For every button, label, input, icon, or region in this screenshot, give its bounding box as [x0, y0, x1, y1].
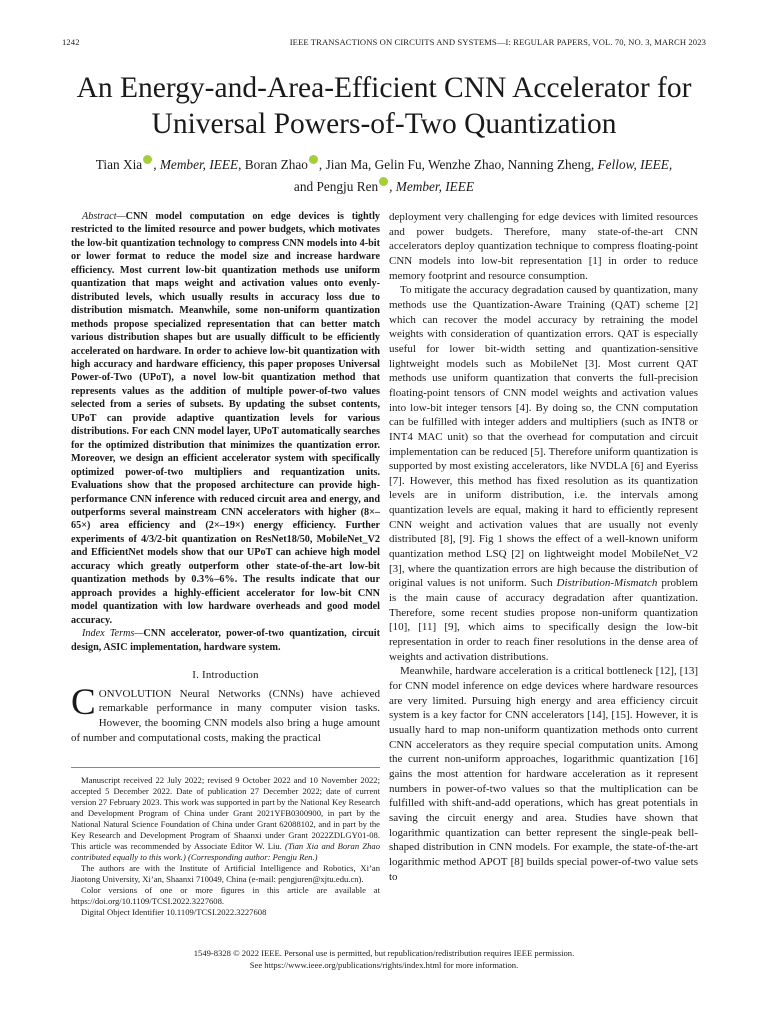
- footnote: [71, 767, 380, 918]
- abstract-text: CNN model computation on edge devices is tightly restricted to the limited resource and power budgets, which motivates the low-bit quantization technology to compress CNN models into 4-bit or lower format to reduce the model size and increase hardware efficiency. Most current low-bit quantization methods use uniform quantization that maps weight and activation values onto evenly-distributed levels, which usually results in accuracy loss due to distribution mismatch. Meanwhile, some non-uniform quantization methods propose specialized representation that can better match various distribution shapes but are usually difficult to be efficiently accelerated on hardware. In order to achieve low-bit quantization with high accuracy and hardware efficiency, this paper proposes Universal Power-of-Two (UPoT), a novel low-bit quantization method that represents values as the addition of multiple power-of-two values selected from a series of subsets. By updating the subset contents, UPoT can provide adaptive quantization levels for various distributions. For each CNN model layer, UPoT automatically searches for the optimized distribution that minimizes the quantization error. Moreover, we design an efficient accelerator system with specifically optimized power-of-two multipliers and requantization units. Evaluations show that the proposed architecture can provide high-performance CNN inference with reduced circuit area and energy, and outperforms several mainstream CNN accelerators with higher (8×–65×) area efficiency and (2×–19×) energy efficiency. Further experiments of 4/3/2-bit quantization on ResNet18/50, MobileNet_V2 and EfficientNet models show that our UPoT can achieve high model accuracy which greatly outperform other state-of-the-art low-bit quantization methods by 0.3%–6%. The results indicate that our approach provides a highly-efficient accelerator for low-bit CNN model quantization with low hardware overheads and good model accuracy.: [71, 211, 380, 626]
- body-paragraph: [389, 283, 698, 664]
- footnote-color: Color versions of one or more figures in this article are available at https://doi.org/10.1109/TCSI.2022.3227608.: [71, 885, 380, 906]
- footnote-doi: Digital Object Identifier 10.1109/TCSI.2022.3227608: [81, 907, 267, 917]
- orcid-icon[interactable]: [143, 155, 152, 164]
- intro-first-word: ONVOLUTION: [98, 687, 172, 700]
- body-text: To mitigate the accuracy degradation caused by quantization, many methods use the Quantization-Aware Training (QAT) scheme [2] which can recover the model accuracy by retraining the model weights with consideration of quantization errors. QAT is especially useful for lower bit-width setting and quantization-sensitive lightweight models such as MobileNet [3]. Most current QAT methods use uniform quantization that converts the full-precision floating-point tensors of CNN model weights and activation values into low-bit integer tensors [4]. By doing so, the CNN computation can be fulfilled with integer adders and multipliers (such as INT8 or INT4 MAC unit) so that the overhead for computation and circuit implementation can be reduced [5]. Therefore uniform quantization is supported by most existing accelerators, like NVDLA [6] and Eyeriss [7]. However, this method has fixed resolution as its quantization levels are in uniform distribution, i.e. the intervals among quantization levels are equal, making it hard to efficiently represent CNN weight and activation values that are usually not evenly distributed [8], [9]. Fig 1 shows the effect of a well-known uniform quantization method LSQ [2] on lightweight model MobileNet_V2 [3], where the quantization errors are high because the distribution of original values is not uniform. Such: [389, 284, 698, 590]
- author-name: , Boran Zhao: [238, 157, 308, 172]
- author-list: [40, 154, 728, 198]
- body-emphasis: Distribution-Mismatch: [552, 577, 658, 590]
- index-terms-label: Index Terms—: [82, 628, 144, 640]
- page-number: 1242: [62, 37, 80, 47]
- index-terms-text: CNN accelerator, power-of-two quantization, circuit design, ASIC implementation, hardware system.: [71, 628, 380, 653]
- body-paragraph: deployment very challenging for edge devices with limited resources and power budgets. Therefore, many state-of-the-art CNN accelerators deploy quantization technique to compress floating-point CNN models into low-bit representation [1] in order to reduce memory footprint and resource consumption.: [389, 211, 698, 282]
- abstract: [71, 210, 380, 627]
- footnote-manuscript: Manuscript received 22 July 2022; revised 9 October 2022 and 10 November 2022; accepted 5 December 2022. Date of publication 27 December 2022; date of current version 27 February 2023. This work was supported in part by the National Key Research and Development Program of China under Grant 2021YFB0300900, in part by the National Natural Science Foundation of China under Grant 62088102, and in part by the Key Research and Development Program of Shaanxi under Grant 2022ZDLGY01-08. This article was recommended by Associate Editor W. Liu.: [71, 775, 380, 851]
- index-terms: [71, 627, 380, 654]
- rights-link[interactable]: See https://www.ieee.org/publications/rights/index.html for more information.: [249, 959, 519, 970]
- section-heading: I. Introduction: [192, 668, 259, 681]
- body-text: problem is the main cause of accuracy degradation after quantization. Therefore, some recent studies propose non-uniform quantization [10], [11] [9], which aims to specifically design the low-bit representation in order to reach finer resolutions in the dense area of weights and activation distributions.: [389, 577, 698, 663]
- body-paragraph: Meanwhile, hardware acceleration is a critical bottleneck [12], [13] for CNN model inference on edge devices where hardware resources are very limited. Pursuing high energy and area efficiency circuit system is a key factor for CNN accelerators [14], [15]. However, it is usually hard to map non-uniform quantization methods onto current CNN accelerators as they require special computation units. Among the current non-uniform approaches, logarithmic quantization [16] gains the most attention for hardware acceleration as it represent numbers in power-of-two values so that the multiplication can be fulfilled with shift-and-add operations, which has great potentials in saving the circuit energy and area. Studies have shown that logarithmic quantization can better represent the single-peak bell-shaped distribution in CNN models. For example, the state-of-the-art logarithmic method APOT [8] builds special power-of-two value sets to: [389, 665, 698, 883]
- author-name: Tian Xia: [95, 157, 143, 172]
- footnote-affiliation: The authors are with the Institute of Artificial Intelligence and Robotics, Xi’an Jiaotong University, Xi’an, Shaanxi 710049, China (e-mail: pengjuren@xjtu.edu.cn).: [71, 863, 380, 884]
- copyright-line: 1549-8328 © 2022 IEEE. Personal use is permitted, but republication/redistribution requires IEEE permission.: [193, 948, 575, 958]
- orcid-icon[interactable]: [309, 155, 318, 164]
- footnote-contrib: (Tian Xia and Boran Zhao contributed equally to this work.) (Corresponding author: Pengju Ren.): [71, 841, 380, 862]
- intro-paragraph: [71, 681, 380, 746]
- author-name: and Pengju Ren: [293, 179, 379, 194]
- intro-text: Neural Networks (CNNs) have achieved remarkable performance in many computer vision tasks. However, the booming CNN models also bring a huge amount of number and computational costs, making the practical: [71, 687, 380, 744]
- copyright-footer: [40, 948, 728, 971]
- journal-name: IEEE TRANSACTIONS ON CIRCUITS AND SYSTEMS—I: REGULAR PAPERS, VOL. 70, NO. 3, MARCH 2023: [289, 37, 706, 47]
- author-role: Fellow, IEEE,: [594, 157, 673, 172]
- running-header: [62, 37, 706, 51]
- orcid-icon[interactable]: [379, 177, 388, 186]
- author-role: , Member, IEEE: [389, 179, 475, 194]
- abstract-label: Abstract—: [82, 211, 126, 222]
- right-column: [389, 210, 698, 884]
- author-role: , Member, IEEE: [153, 157, 239, 172]
- author-name: , Jian Ma, Gelin Fu, Wenzhe Zhao, Nanning Zheng,: [318, 157, 595, 172]
- left-column: [71, 210, 380, 745]
- drop-cap: C: [71, 681, 96, 723]
- paper-title: An Energy-and-Area-Efficient CNN Accelerator for Universal Powers-of-Two Quantization: [76, 72, 692, 140]
